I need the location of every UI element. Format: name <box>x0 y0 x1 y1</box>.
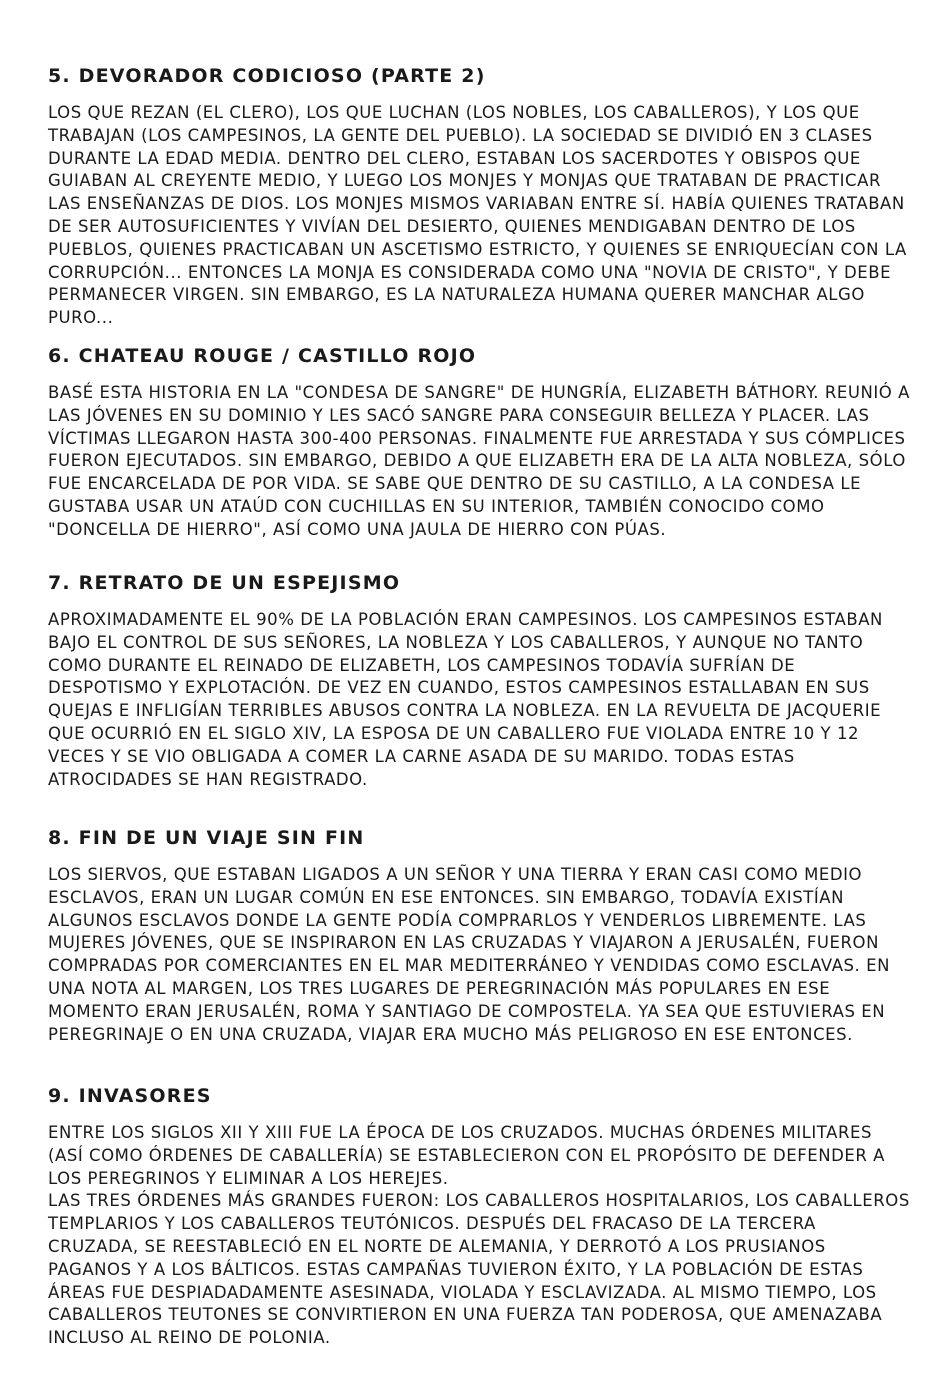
body-paragraph: LOS SIERVOS, QUE ESTABAN LIGADOS A UN SEÑOR Y UNA TIERRA Y ERAN CASI COMO MEDIO ESCLAVOS, ERAN UN LUGAR COMÚN EN ESE ENTONCES. SIN EMBARGO, TODAVÍA EXISTÍAN ALGUNOS ESCLAVOS DONDE LA GENTE PODÍA COMPRARLOS Y VENDERLOS LIBREMENTE. LAS MUJERES JÓVENES, QUE SE INSPIRARON EN LAS CRUZADAS Y VIAJARON A JERUSALÉN, FUERON COMPRADAS POR COMERCIANTES EN EL MAR MEDITERRÁNEO Y VENDIDAS COMO ESCLAVAS. EN UNA NOTA AL MARGEN, LOS TRES LUGARES DE PEREGRINACIÓN MÁS POPULARES EN ESE MOMENTO ERAN JERUSALÉN, ROMA Y SANTIAGO DE COMPOSTELA. YA SEA QUE ESTUVIERAS EN PEREGRINAJE O EN UNA CRUZADA, VIAJAR ERA MUCHO MÁS PELIGROSO EN ESE ENTONCES. <box>48 865 891 1044</box>
body-paragraph: ENTRE LOS SIGLOS XII Y XIII FUE LA ÉPOCA DE LOS CRUZADOS. MUCHAS ÓRDENES MILITARES (ASÍ COMO ÓRDENES DE CABALLERÍA) SE ESTABLECIERON CON EL PROPÓSITO DE DEFENDER A LOS PEREGRINOS Y ELIMINAR A LOS HEREJES. <box>48 1123 886 1188</box>
body-paragraph: BASÉ ESTA HISTORIA EN LA "CONDESA DE SANGRE" DE HUNGRÍA, ELIZABETH BÁTHORY. REUNIÓ A LAS JÓVENES EN SU DOMINIO Y LES SACÓ SANGRE PARA CONSEGUIR BELLEZA Y PLACER. LAS VÍCTIMAS LLEGARON HASTA 300-400 PERSONAS. FINALMENTE FUE ARRESTADA Y SUS CÓMPLICES FUERON EJECUTADOS. SIN EMBARGO, DEBIDO A QUE ELIZABETH ERA DE LA ALTA NOBLEZA, SÓLO FUE ENCARCELADA DE POR VIDA. SE SABE QUE DENTRO DE SU CASTILLO, A LA CONDESA LE GUSTABA USAR UN ATAÚD CON CUCHILLAS EN SU INTERIOR, TAMBIÉN CONOCIDO COMO "DONCELLA DE HIERRO", ASÍ COMO UNA JAULA DE HIERRO CON PÚAS. <box>48 383 910 539</box>
section-body <box>48 864 910 1046</box>
note-section-6 <box>48 344 910 542</box>
section-body <box>48 609 910 791</box>
section-heading: 5. DEVORADOR CODICIOSO (PARTE 2) <box>48 65 486 87</box>
note-section-9 <box>48 1084 910 1350</box>
body-paragraph: LOS QUE REZAN (EL CLERO), LOS QUE LUCHAN (LOS NOBLES, LOS CABALLEROS), Y LOS QUE TRABAJAN (LOS CAMPESINOS, LA GENTE DEL PUEBLO). LA SOCIEDAD SE DIVIDIÓ EN 3 CLASES DURANTE LA EDAD MEDIA. DENTRO DEL CLERO, ESTABAN LOS SACERDOTES Y OBISPOS QUE GUIABAN AL CREYENTE MEDIO, Y LUEGO LOS MONJES Y MONJAS QUE TRATABAN DE PRACTICAR LAS ENSEÑANZAS DE DIOS. LOS MONJES MISMOS VARIABAN ENTRE SÍ. HABÍA QUIENES TRATABAN DE SER AUTOSUFICIENTES Y VIVÍAN DEL DESIERTO, QUIENES MENDIGABAN DENTRO DE LOS PUEBLOS, QUIENES PRACTICABAN UN ASCETISMO ESTRICTO, Y QUIENES SE ENRIQUECÍAN CON LA CORRUPCIÓN... ENTONCES LA MONJA ES CONSIDERADA COMO UNA "NOVIA DE CRISTO", Y DEBE PERMANECER VIRGEN. SIN EMBARGO, ES LA NATURALEZA HUMANA QUERER MANCHAR ALGO PURO... <box>48 103 907 328</box>
section-heading: 9. INVASORES <box>48 1085 212 1107</box>
section-body <box>48 382 910 542</box>
section-heading: 8. FIN DE UN VIAJE SIN FIN <box>48 827 365 849</box>
note-section-7 <box>48 571 910 791</box>
section-heading: 6. CHATEAU ROUGE / CASTILLO ROJO <box>48 345 477 367</box>
section-body <box>48 1122 910 1350</box>
note-section-8 <box>48 826 910 1046</box>
body-paragraph: APROXIMADAMENTE EL 90% DE LA POBLACIÓN ERAN CAMPESINOS. LOS CAMPESINOS ESTABAN BAJO EL CONTROL DE SUS SEÑORES, LA NOBLEZA Y LOS CABALLEROS, Y AUNQUE NO TANTO COMO DURANTE EL REINADO DE ELIZABETH, LOS CAMPESINOS TODAVÍA SUFRÍAN DE DESPOTISMO Y EXPLOTACIÓN. DE VEZ EN CUANDO, ESTOS CAMPESINOS ESTALLABAN EN SUS QUEJAS E INFLIGÍAN TERRIBLES ABUSOS CONTRA LA NOBLEZA. EN LA REVUELTA DE JACQUERIE QUE OCURRIÓ EN EL SIGLO XIV, LA ESPOSA DE UN CABALLERO FUE VIOLADA ENTRE 10 Y 12 VECES Y SE VIO OBLIGADA A COMER LA CARNE ASADA DE SU MARIDO. TODAS ESTAS ATROCIDADES SE HAN REGISTRADO. <box>48 610 883 789</box>
body-paragraph: LAS TRES ÓRDENES MÁS GRANDES FUERON: LOS CABALLEROS HOSPITALARIOS, LOS CABALLEROS TEMPLARIOS Y LOS CABALLEROS TEUTÓNICOS. DESPUÉS DEL FRACASO DE LA TERCERA CRUZADA, SE REESTABLECIÓ EN EL NORTE DE ALEMANIA, Y DERROTÓ A LOS PRUSIANOS PAGANOS Y A LOS BÁLTICOS. ESTAS CAMPAÑAS TUVIERON ÉXITO, Y LA POBLACIÓN DE ESTAS ÁREAS FUE DESPIADADAMENTE ASESINADA, VIOLADA Y ESCLAVIZADA. AL MISMO TIEMPO, LOS CABALLEROS TEUTONES SE CONVIRTIERON EN UNA FUERZA TAN PODEROSA, QUE AMENAZABA INCLUSO AL REINO DE POLONIA. <box>48 1191 910 1348</box>
note-section-5 <box>48 64 910 330</box>
section-heading: 7. RETRATO DE UN ESPEJISMO <box>48 572 401 594</box>
section-body <box>48 102 910 330</box>
